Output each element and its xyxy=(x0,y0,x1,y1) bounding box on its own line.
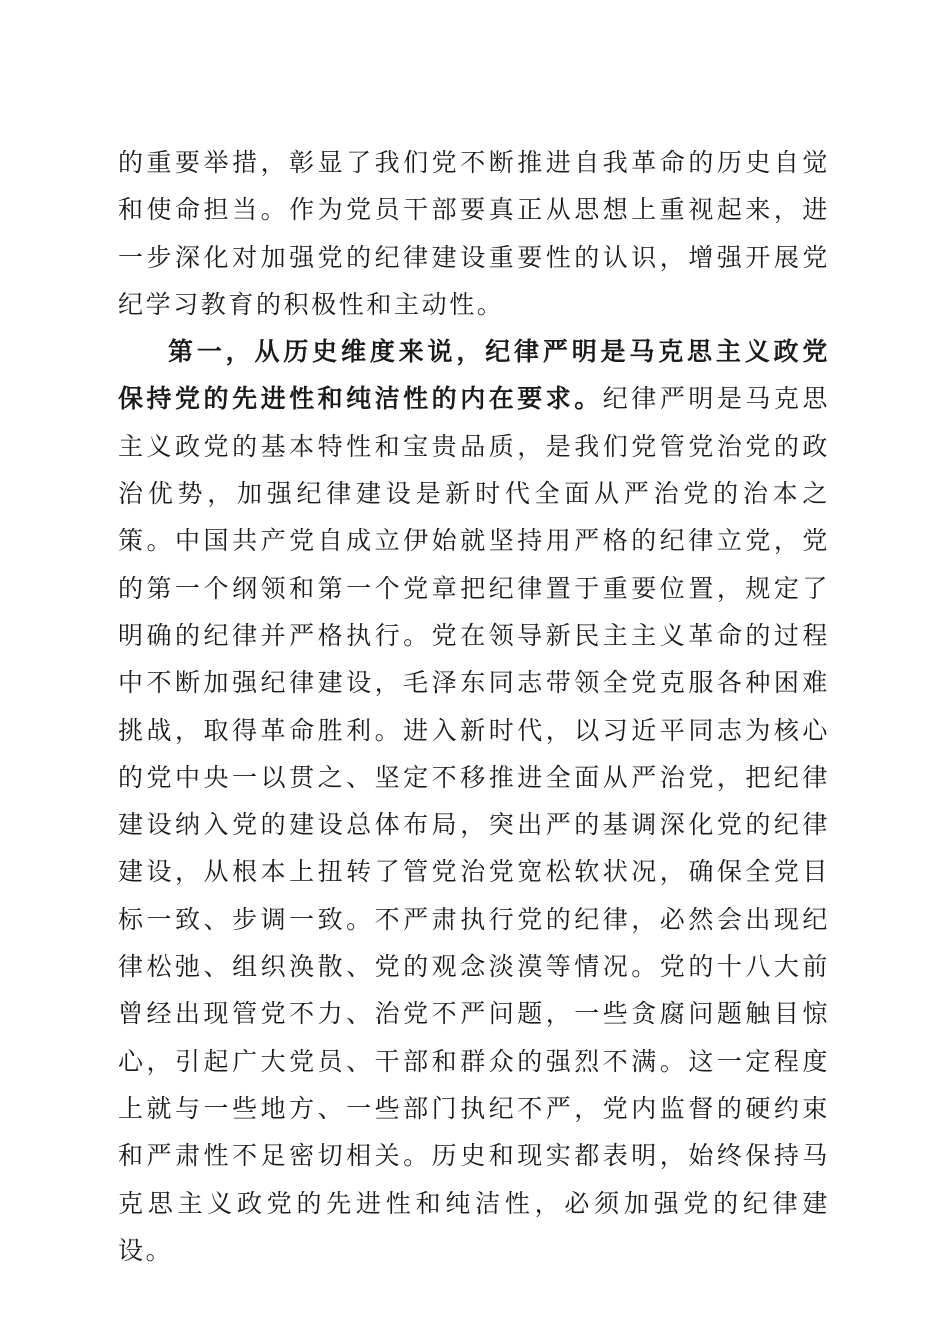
document-body xyxy=(118,139,830,1274)
paragraph-history-dimension xyxy=(118,328,830,1274)
paragraph-continuation: 的重要举措，彰显了我们党不断推进自我革命的历史自觉和使命担当。作为党员干部要真正从思想上重视起来，进一步深化对加强党的纪律建设重要性的认识，增强开展党纪学习教育的积极性和主动性。 xyxy=(118,148,830,319)
paragraph-lead-sentence: 第一，从历史维度来说，纪律严明是马克思主义政党保持党的先进性和纯洁性的内在要求。 xyxy=(118,337,830,414)
paragraph-body-text: 纪律严明是马克思主义政党的基本特性和宝贵品质，是我们党管党治党的政治优势，加强纪律建设是新时代全面从严治党的治本之策。中国共产党自成立伊始就坚持用严格的纪律立党，党的第一个纲领和第一个党章把纪律置于重要位置，规定了明确的纪律并严格执行。党在领导新民主主义革命的过程中不断加强纪律建设，毛泽东同志带领全党克服各种困难挑战，取得革命胜利。进入新时代，以习近平同志为核心的党中央一以贯之、坚定不移推进全面从严治党，把纪律建设纳入党的建设总体布局，突出严的基调深化党的纪律建设，从根本上扭转了管党治党宽松软状况，确保全党目标一致、步调一致。不严肃执行党的纪律，必然会出现纪律松弛、组织涣散、党的观念淡漠等情况。党的十八大前曾经出现管党不力、治党不严问题，一些贪腐问题触目惊心，引起广大党员、干部和群众的强烈不满。这一定程度上就与一些地方、一些部门执纪不严，党内监督的硬约束和严肃性不足密切相关。历史和现实都表明，始终保持马克思主义政党的先进性和纯洁性，必须加强党的纪律建设。 xyxy=(118,384,830,1265)
